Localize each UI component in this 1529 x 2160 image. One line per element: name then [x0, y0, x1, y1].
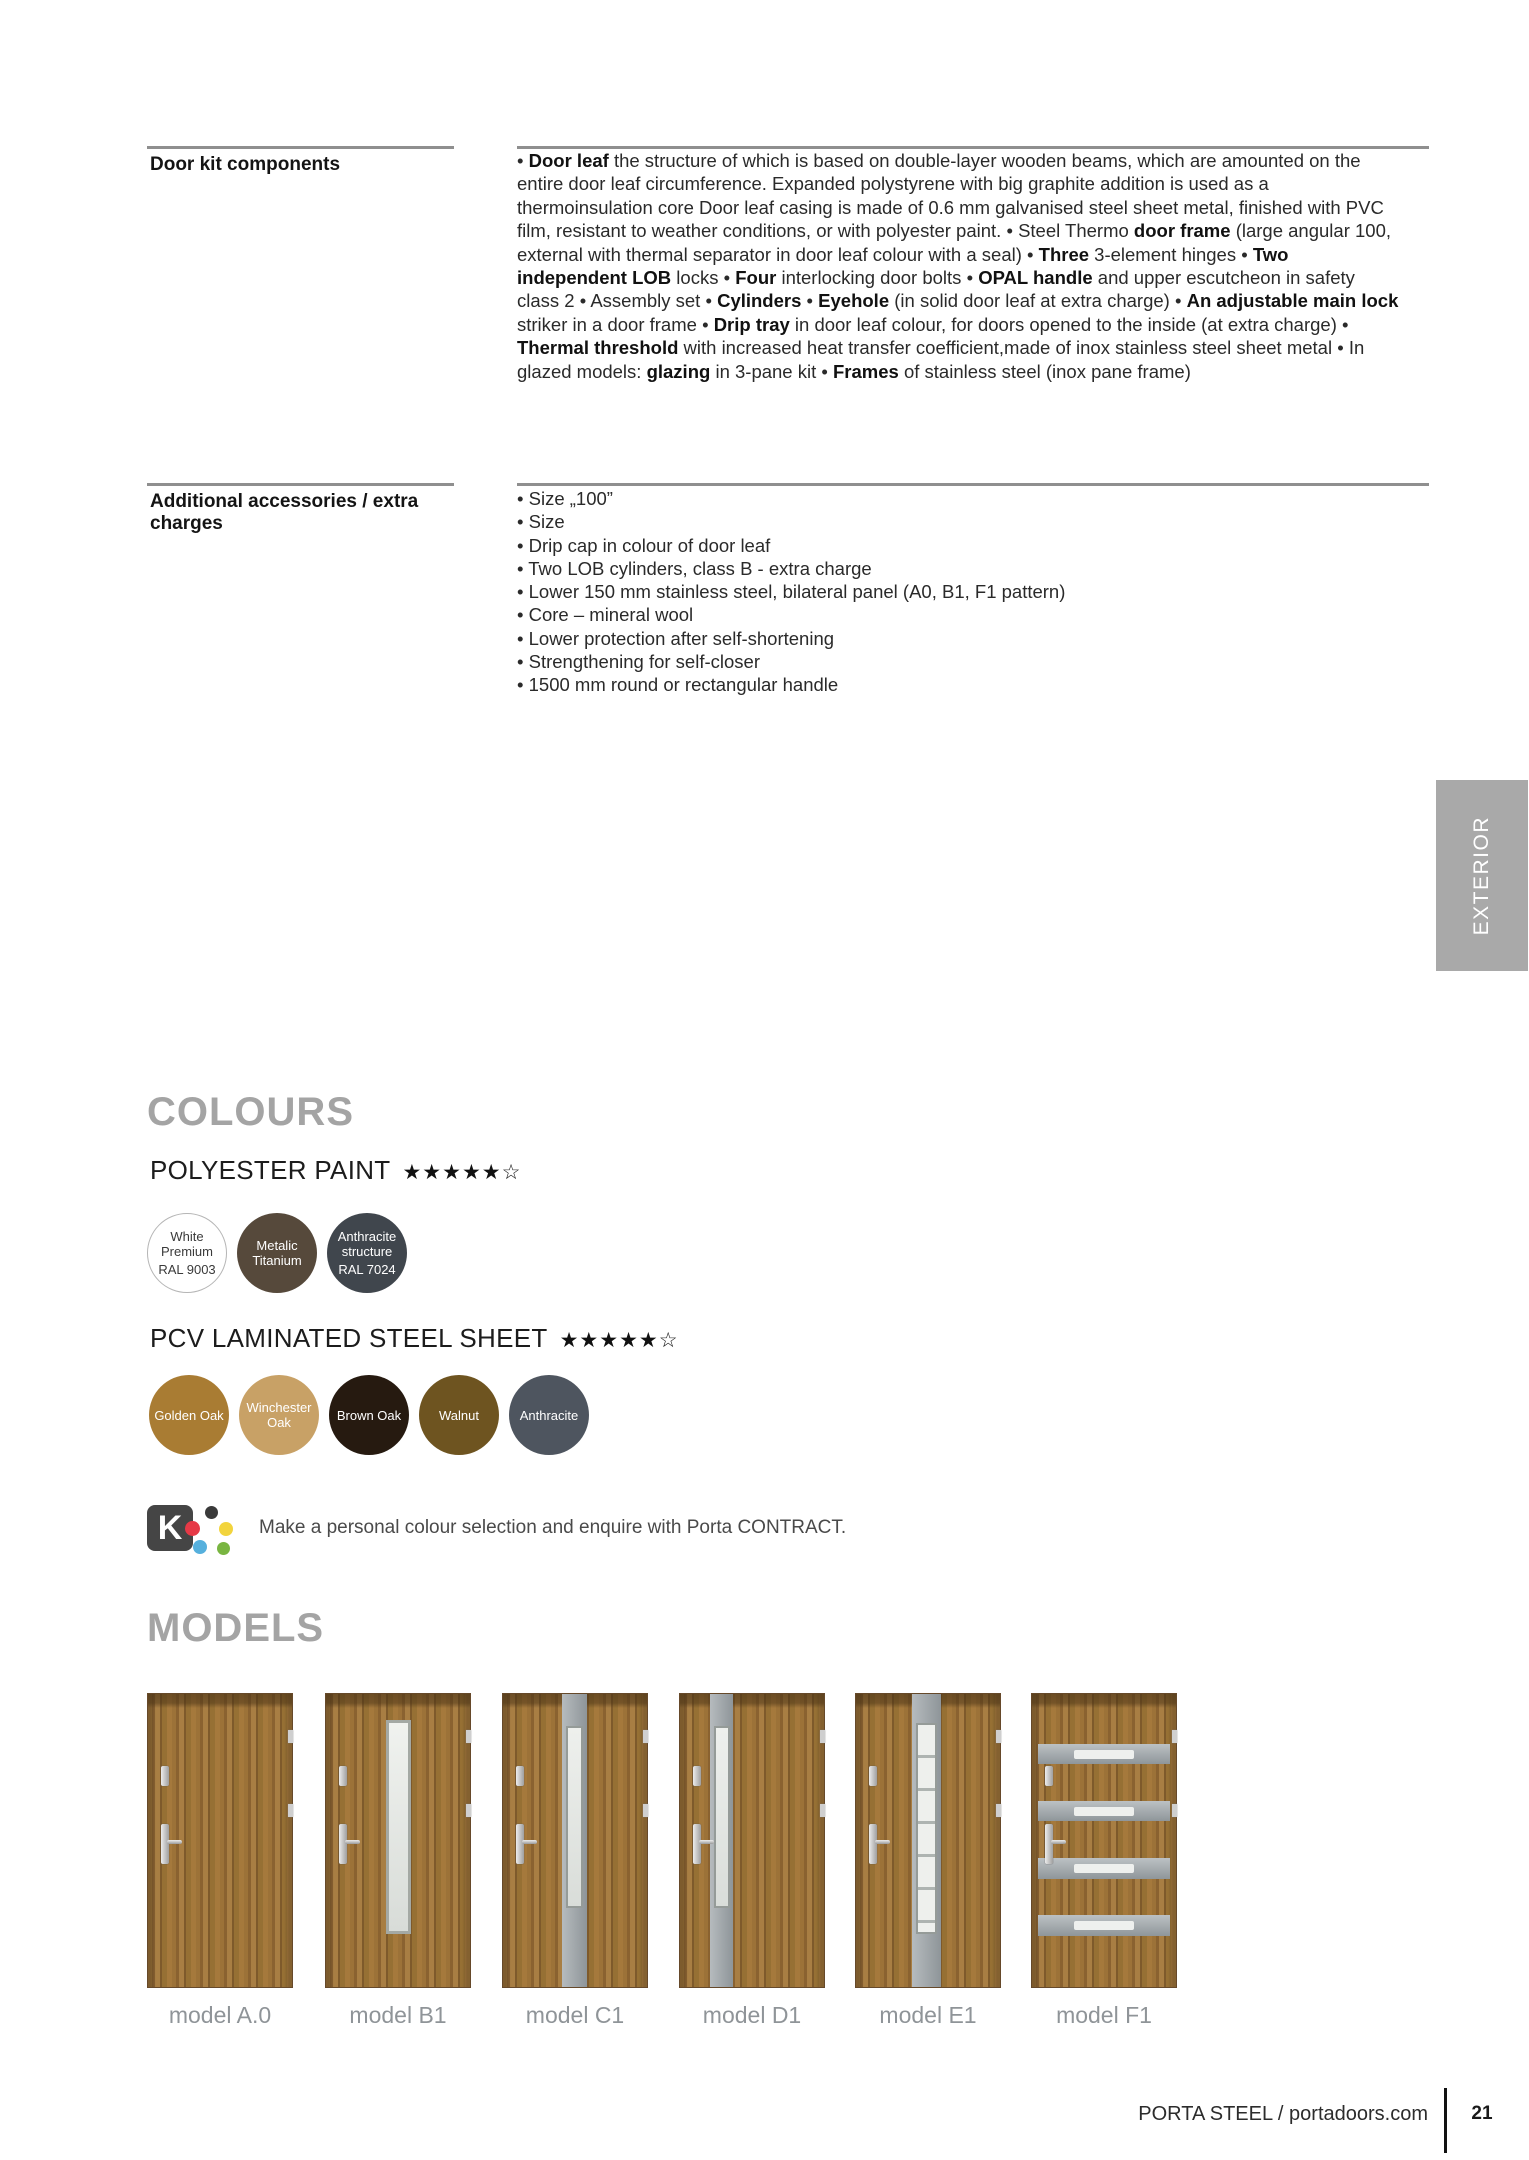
- colour-swatch-anthracite-structure: [327, 1213, 407, 1293]
- door-hinge-icon: [996, 1804, 1001, 1817]
- list-item: • Lower protection after self-shortening: [517, 627, 835, 649]
- text-run: •: [517, 150, 529, 171]
- door-steel-band: [1038, 1744, 1170, 1765]
- text-run: of stainless steel (inox pane frame): [898, 360, 1191, 382]
- swatch-name: Metalic Titanium: [252, 1238, 302, 1268]
- list-item: • Core – mineral wool: [517, 604, 694, 626]
- text-run-bold: OPAL handle: [978, 267, 1093, 289]
- door-hinge-icon: [288, 1730, 293, 1743]
- door-glass: [1074, 1864, 1135, 1873]
- text-run: the structure of which is based on double-layer wooden beams, which are amounted on the entire door leaf circumference. Expanded polystyrene with big graphite addition is used as a thermoinsulation core Door leaf casing is made of 0.6 mm galvanised steel sheet metal, finished with PVC film, resistant to weather conditions, or with polyester paint. • Steel Thermo: [517, 150, 1384, 242]
- swatch-name: Walnut: [439, 1407, 479, 1423]
- text-run: interlocking door bolts •: [776, 267, 979, 289]
- star-rating: ★★★★★☆: [402, 1161, 522, 1184]
- polyester-paint-heading: [150, 1155, 521, 1186]
- door-glass: [566, 1726, 583, 1908]
- door-lock-icon: [161, 1766, 169, 1786]
- door-glass: [916, 1723, 936, 1934]
- text-run: with increased heat transfer coefficient,made of inox stainless steel sheet metal • In glazed models:: [517, 337, 1365, 382]
- door-glass: [1074, 1750, 1135, 1759]
- door-hinge-icon: [1172, 1804, 1177, 1817]
- k-letter: K: [157, 1508, 183, 1547]
- door-handle-icon: [693, 1824, 701, 1864]
- text-run-bold: Four: [735, 267, 777, 289]
- text-run: in door leaf colour, for doors opened to the inside (at extra charge) •: [789, 313, 1349, 335]
- colour-swatch-metalic-titanium: [237, 1213, 317, 1293]
- text-run: (in solid door leaf at extra charge) •: [889, 290, 1187, 312]
- list-item: • Drip cap in colour of door leaf: [517, 534, 771, 556]
- door-lock-icon: [1045, 1766, 1053, 1786]
- door-handle-icon: [339, 1824, 347, 1864]
- colour-swatch-walnut: [419, 1375, 499, 1455]
- model-label: model E1: [879, 2002, 977, 2028]
- dot-green-icon: [217, 1542, 230, 1555]
- pcv-swatch-row: [149, 1375, 589, 1455]
- list-item: • 1500 mm round or rectangular handle: [517, 674, 839, 696]
- colour-swatch-winchester-oak: [239, 1375, 319, 1455]
- model-label: model C1: [525, 2002, 625, 2028]
- footer-brand: PORTA STEEL / portadoors.com: [1138, 2103, 1428, 2125]
- accessories-label: Additional accessories / extra charges: [150, 491, 419, 534]
- swatch-name: Anthracite structure: [337, 1229, 397, 1259]
- pcv-heading: [150, 1323, 679, 1354]
- door-glass: [1074, 1807, 1135, 1816]
- door-hinge-icon: [288, 1804, 293, 1817]
- colour-dots-icon: [181, 1502, 253, 1558]
- colours-title: COLOURS: [147, 1090, 354, 1134]
- door-hinge-icon: [820, 1804, 825, 1817]
- text-run-bold: Eyehole: [818, 290, 890, 312]
- door-glass: [1074, 1921, 1135, 1930]
- door-leaf: [1031, 1693, 1177, 1988]
- door-model-a0: [147, 1693, 293, 2029]
- door-kit-label: Door kit components: [150, 154, 341, 175]
- exterior-tab: [1436, 780, 1528, 971]
- dot-blue-icon: [193, 1540, 207, 1554]
- dot-gray-icon: [205, 1506, 218, 1519]
- swatch-name: Anthracite: [519, 1407, 579, 1423]
- model-label: model F1: [1056, 2002, 1152, 2028]
- door-model-b1: [325, 1693, 471, 2029]
- model-label: model B1: [349, 2002, 447, 2028]
- door-model-e1: [855, 1693, 1001, 2029]
- door-hinge-icon: [643, 1730, 648, 1743]
- polyester-swatch-row: [147, 1213, 407, 1293]
- text-run-bold: Cylinders: [717, 290, 802, 312]
- section-rule: [147, 483, 454, 486]
- model-label: model D1: [702, 2002, 802, 2028]
- model-label: model A.0: [168, 2002, 272, 2028]
- colour-swatch-brown-oak: [329, 1375, 409, 1455]
- door-model-d1: [679, 1693, 825, 2029]
- footer-divider: [1444, 2088, 1447, 2153]
- text-run: and upper escutcheon in safety class 2 • Assembly set •: [517, 267, 1355, 312]
- text-run-bold: Two independent LOB: [517, 243, 1289, 289]
- text-run: (large angular 100, external with thermal separator in door leaf colour with a seal) •: [517, 220, 1392, 265]
- text-run-bold: Frames: [833, 360, 899, 382]
- text-run: •: [801, 290, 819, 312]
- polyester-paint-label: POLYESTER PAINT: [150, 1155, 391, 1185]
- swatch-name: Brown Oak: [336, 1407, 402, 1423]
- accessories-list: [517, 487, 1402, 697]
- list-item: • Two LOB cylinders, class B - extra charge: [517, 557, 872, 579]
- models-title: MODELS: [147, 1606, 325, 1650]
- door-lock-icon: [869, 1766, 877, 1786]
- contract-note: Make a personal colour selection and enquire with Porta CONTRACT.: [259, 1517, 847, 1538]
- door-glass: [386, 1720, 410, 1934]
- door-glass: [714, 1726, 730, 1908]
- text-run-bold: Three: [1038, 243, 1090, 265]
- colour-swatch-golden-oak: [149, 1375, 229, 1455]
- door-hinge-icon: [820, 1730, 825, 1743]
- door-handle-icon: [869, 1824, 877, 1864]
- door-lock-icon: [693, 1766, 701, 1786]
- colour-swatch-anthracite: [509, 1375, 589, 1455]
- door-steel-band: [1038, 1915, 1170, 1936]
- door-handle-icon: [516, 1824, 524, 1864]
- swatch-name: Winchester Oak: [246, 1400, 312, 1430]
- door-steel-band: [1038, 1858, 1170, 1879]
- door-lock-icon: [339, 1766, 347, 1786]
- door-leaf: [147, 1693, 293, 1988]
- door-handle-icon: [161, 1824, 169, 1864]
- door-model-f1: [1031, 1693, 1177, 2029]
- text-run: 3-element hinges •: [1089, 243, 1253, 265]
- door-hinge-icon: [466, 1804, 471, 1817]
- door-hinge-icon: [466, 1730, 471, 1743]
- list-item: • Strengthening for self-closer: [517, 651, 760, 673]
- list-item: • Size: [517, 511, 565, 533]
- pcv-label: PCV LAMINATED STEEL SHEET: [150, 1323, 548, 1353]
- text-run: locks •: [671, 267, 736, 289]
- door-steel-band: [1038, 1801, 1170, 1822]
- door-leaf: [502, 1693, 648, 1988]
- colour-swatch-white-premium: [147, 1213, 227, 1293]
- door-kit-paragraph: [517, 149, 1402, 383]
- star-rating: ★★★★★☆: [559, 1329, 679, 1352]
- text-run-bold: door frame: [1133, 220, 1231, 242]
- page-number: 21: [1471, 2103, 1493, 2124]
- text-run-bold: Thermal threshold: [517, 337, 679, 359]
- text-run: striker in a door frame •: [517, 313, 714, 335]
- swatch-name: Golden Oak: [154, 1407, 224, 1423]
- door-leaf: [855, 1693, 1001, 1988]
- text-run: in 3-pane kit •: [710, 360, 833, 382]
- door-handle-icon: [1045, 1824, 1053, 1864]
- door-steel-stripe: [912, 1694, 941, 1987]
- section-rule: [147, 146, 454, 149]
- section-rule: [517, 483, 1429, 486]
- door-hinge-icon: [643, 1804, 648, 1817]
- door-hinge-icon: [1172, 1730, 1177, 1743]
- swatch-code: RAL 7024: [338, 1262, 396, 1277]
- dot-yellow-icon: [219, 1522, 233, 1536]
- door-model-c1: [502, 1693, 648, 2029]
- exterior-tab-label: EXTERIOR: [1470, 815, 1493, 936]
- door-hinge-icon: [996, 1730, 1001, 1743]
- text-run-bold: glazing: [646, 360, 711, 382]
- text-run-bold: An adjustable main lock: [1186, 290, 1399, 312]
- list-item: • Size „100”: [517, 488, 613, 509]
- text-run-bold: Door leaf: [528, 150, 609, 171]
- dot-red-icon: [185, 1521, 200, 1536]
- swatch-code: RAL 9003: [158, 1262, 216, 1277]
- list-item: • Lower 150 mm stainless steel, bilateral panel (A0, B1, F1 pattern): [517, 581, 1066, 603]
- swatch-name: White Premium: [160, 1229, 213, 1259]
- text-run-bold: Drip tray: [713, 313, 790, 335]
- door-leaf: [325, 1693, 471, 1988]
- door-leaf: [679, 1693, 825, 1988]
- door-steel-stripe: [562, 1694, 586, 1987]
- door-lock-icon: [516, 1766, 524, 1786]
